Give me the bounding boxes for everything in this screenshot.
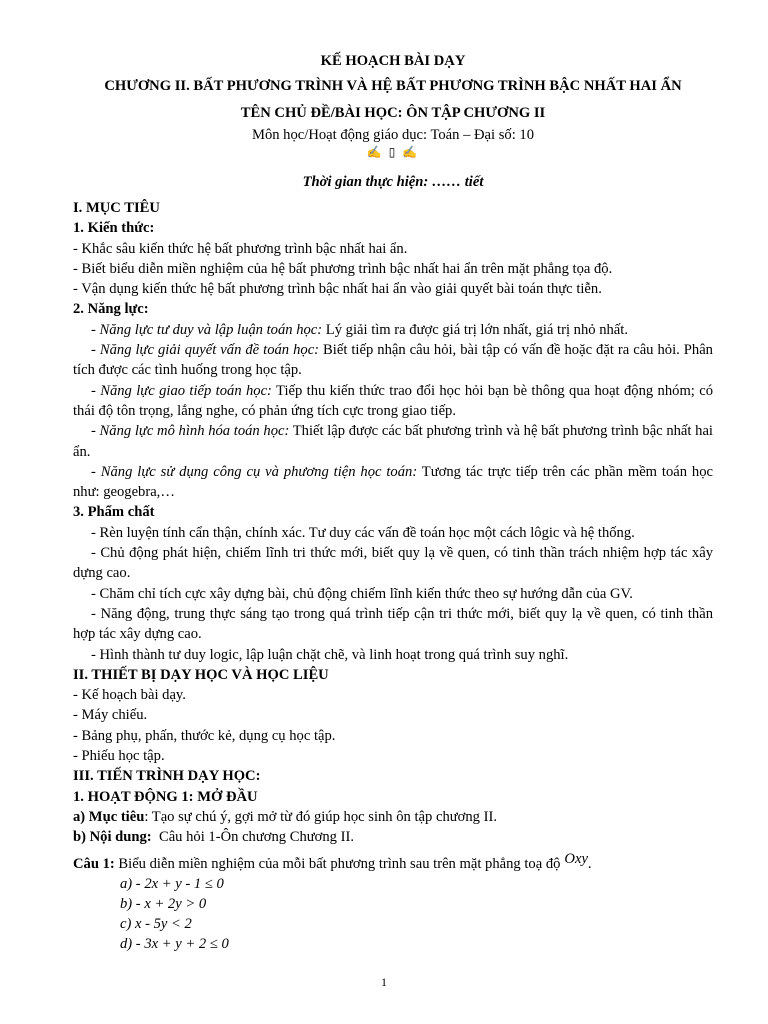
- document-page: [73, 48, 713, 954]
- content-text: Câu hỏi 1-Ôn chương Chương II.: [151, 829, 354, 846]
- competence-text: Biết tiếp nhận câu hỏi, bài tập có vấn đề hoặc đặt ra câu hỏi. Phân tích được các tình huống trong học tập.: [73, 342, 713, 379]
- knowledge-item: - Khắc sâu kiến thức hệ bất phương trình bậc nhất hai ẩn.: [73, 240, 408, 257]
- inequality-item: c) x - 5y < 2: [120, 915, 192, 932]
- competence-item: [73, 320, 713, 340]
- competence-label: - Năng lực giao tiếp toán học:: [91, 382, 272, 399]
- question1-label: Câu 1:: [73, 855, 115, 872]
- question1: [73, 850, 713, 874]
- competence-label: - Năng lực sử dụng công cụ và phương tiện học toán:: [91, 463, 418, 480]
- activity1-goal: [73, 807, 713, 827]
- quality-item: - Chủ động phát hiện, chiếm lĩnh tri thức mới, biết quy lạ về quen, có tinh thần trách nhiệm hợp tác xây dựng cao.: [73, 545, 713, 582]
- oxy-symbol: Oxy: [564, 850, 588, 867]
- subject-line: Môn học/Hoạt động giáo dục: Toán – Đại số: 10: [251, 127, 535, 143]
- quality-heading: 3. Phẩm chất: [73, 504, 155, 521]
- knowledge-heading: 1. Kiến thức:: [73, 220, 155, 237]
- equipment-item: - Bảng phụ, phấn, thước kẻ, dụng cụ học tập.: [73, 727, 336, 744]
- ornament-icon: ✍ ▯ ✍: [366, 145, 420, 159]
- quality-item: - Chăm chỉ tích cực xây dựng bài, chủ động chiếm lĩnh kiến thức theo sự hướng dẫn của GV.: [91, 585, 633, 602]
- competence-item: [73, 381, 713, 422]
- quality-item: - Năng động, trung thực sáng tạo trong quá trình tiếp cận tri thức mới, biết quy lạ về quen, có tinh thần hợp tác xây dựng cao.: [73, 605, 713, 643]
- equipment-item: - Kế hoạch bài dạy.: [73, 687, 186, 704]
- competence-label: - Năng lực giải quyết vấn đề toán học:: [91, 342, 320, 359]
- competence-text: Tương tác trực tiếp trên các phần mềm toán học như: geogebra,…: [73, 463, 713, 501]
- document-title: KẾ HOẠCH BÀI DẠY: [320, 53, 466, 69]
- competence-label: - Năng lực mô hình hóa toán học:: [91, 423, 290, 440]
- activity1-content: [73, 827, 713, 847]
- quality-item: - Hình thành tư duy logic, lập luận chặt chẽ, và linh hoạt trong quá trình suy nghĩ.: [91, 646, 569, 663]
- question1-text: Biểu diễn miền nghiệm của mỗi bất phương trình sau trên mặt phẳng toạ độ: [114, 855, 561, 872]
- lesson-title: TÊN CHỦ ĐỀ/BÀI HỌC: ÔN TẬP CHƯƠNG II: [240, 105, 546, 121]
- inequality-item: d) - 3x + y + 2 ≤ 0: [120, 935, 229, 952]
- competence-text: Tiếp thu kiến thức trao đổi học hỏi bạn bè thông qua hoạt động nhóm; có thái độ tôn trọng, lắng nghe, có phản ứng tích cực trong giao tiếp.: [73, 382, 713, 419]
- competence-label: - Năng lực tư duy và lập luận toán học:: [91, 321, 323, 338]
- knowledge-item: - Biết biểu diễn miền nghiệm của hệ bất phương trình bậc nhất hai ẩn trên mặt phẳng tọa độ.: [73, 260, 613, 277]
- time-line: Thời gian thực hiện: …… tiết: [302, 174, 484, 190]
- knowledge-item: - Vận dụng kiến thức hệ bất phương trình bậc nhất hai ẩn vào giải quyết bài toán thực tiễn.: [73, 281, 602, 298]
- competence-item: [73, 340, 713, 381]
- competence-text: Lý giải tìm ra được giá trị lớn nhất, giá trị nhỏ nhất.: [322, 321, 628, 338]
- page-number: 1: [381, 975, 387, 989]
- chapter-title: CHƯƠNG II. BẤT PHƯƠNG TRÌNH VÀ HỆ BẤT PHƯƠNG TRÌNH BẬC NHẤT HAI ẨN: [104, 78, 682, 94]
- equipment-item: - Phiếu học tập.: [73, 748, 165, 765]
- inequality-item: b) - x + 2y > 0: [120, 895, 207, 912]
- activity1-heading: 1. HOẠT ĐỘNG 1: MỞ ĐẦU: [73, 788, 258, 805]
- section3-heading: III. TIẾN TRÌNH DẠY HỌC:: [73, 768, 261, 785]
- competence-item: [73, 462, 713, 503]
- section1-heading: I. MỤC TIÊU: [73, 200, 160, 216]
- competence-text: Thiết lập được các bất phương trình và hệ bất phương trình bậc nhất hai ẩn.: [73, 423, 713, 460]
- inequality-item: a) - 2x + y - 1 ≤ 0: [120, 875, 224, 892]
- competence-item: [73, 421, 713, 462]
- goal-text: : Tạo sự chú ý, gợi mở từ đó giúp học sinh ôn tập chương II.: [144, 808, 497, 825]
- competence-heading: 2. Năng lực:: [73, 301, 149, 318]
- equipment-item: - Máy chiếu.: [73, 707, 148, 724]
- content-label: b) Nội dung:: [73, 829, 152, 846]
- question1-end: .: [587, 855, 592, 872]
- goal-label: a) Mục tiêu: [73, 808, 145, 825]
- quality-item: - Rèn luyện tính cẩn thận, chính xác. Tư duy các vấn đề toán học một cách lôgic và hệ thống.: [91, 524, 635, 541]
- section2-heading: II. THIẾT BỊ DẠY HỌC VÀ HỌC LIỆU: [73, 666, 329, 683]
